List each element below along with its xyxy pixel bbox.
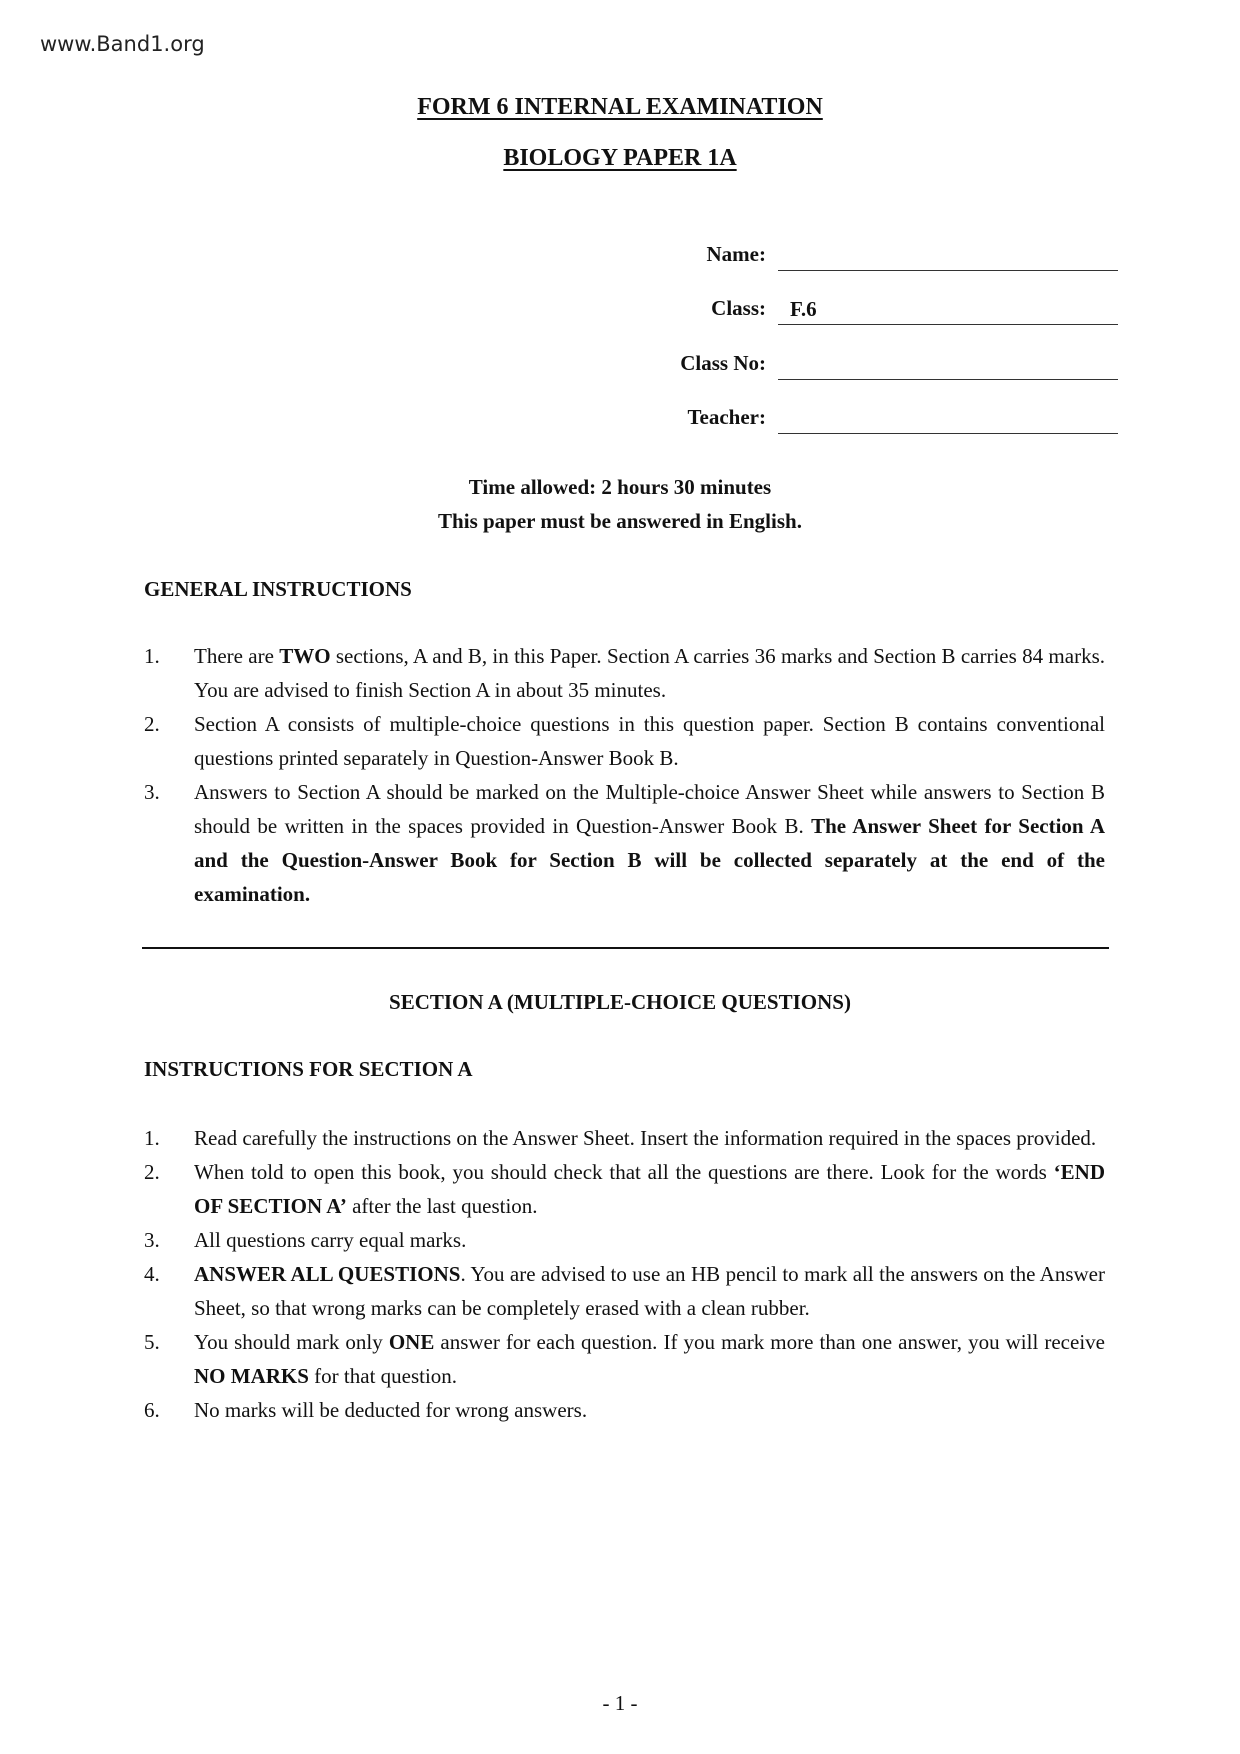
- list-item: 4. ANSWER ALL QUESTIONS. You are advised to use an HB pencil to mark all the answers on the Answer Sheet, so that wrong marks can be completely erased with a clean rubber.: [144, 1262, 1105, 1320]
- language-note: This paper must be answered in English.: [438, 509, 802, 533]
- class-label: Class:: [711, 296, 766, 320]
- teacher-label: Teacher:: [687, 405, 766, 429]
- class-field[interactable]: F.6: [778, 294, 1118, 325]
- section-a-title: SECTION A (MULTIPLE-CHOICE QUESTIONS): [389, 990, 851, 1014]
- section-a-instructions-heading: INSTRUCTIONS FOR SECTION A: [144, 1057, 473, 1081]
- name-label: Name:: [706, 242, 766, 266]
- list-item: 2. Section A consists of multiple-choice questions in this question paper. Section B contains conventional questions printed separately in Question-Answer Book B.: [144, 712, 1105, 770]
- exam-title: FORM 6 INTERNAL EXAMINATION: [417, 94, 823, 120]
- teacher-field[interactable]: [778, 403, 1118, 434]
- time-allowed: Time allowed: 2 hours 30 minutes: [468, 475, 772, 499]
- name-field[interactable]: [778, 240, 1118, 271]
- page-number: - 1 -: [602, 1691, 638, 1715]
- watermark: www.Band1.org: [40, 32, 205, 56]
- list-item: 6. No marks will be deducted for wrong answers.: [144, 1398, 588, 1422]
- list-item: 1. There are TWO sections, A and B, in this Paper. Section A carries 36 marks and Section B carries 84 marks. You are advised to finish Section A in about 35 minutes.: [144, 644, 1105, 702]
- divider: [142, 947, 1109, 949]
- section-a-instructions-list: [144, 1121, 1105, 1427]
- class-no-label: Class No:: [680, 351, 766, 375]
- list-item: 3. All questions carry equal marks.: [144, 1228, 467, 1252]
- class-no-field[interactable]: [778, 349, 1118, 380]
- list-item: 3. Answers to Section A should be marked on the Multiple-choice Answer Sheet while answers to Section B should be written in the spaces provided in Question-Answer Book B. The Answer Sheet for Section A and the Question-Answer Book for Section B will be collected separately at the end of the examination.: [144, 780, 1105, 906]
- list-item: 2. When told to open this book, you should check that all the questions are there. Look for the words ‘END OF SECTION A’ after the last question.: [144, 1160, 1105, 1218]
- general-instructions-list: [144, 639, 1105, 911]
- paper-title: BIOLOGY PAPER 1A: [503, 145, 737, 171]
- general-instructions-heading: GENERAL INSTRUCTIONS: [144, 577, 412, 601]
- list-item: 5. You should mark only ONE answer for each question. If you mark more than one answer, you will receive NO MARKS for that question.: [144, 1330, 1105, 1388]
- list-item: 1. Read carefully the instructions on the Answer Sheet. Insert the information required in the spaces provided.: [144, 1126, 1097, 1150]
